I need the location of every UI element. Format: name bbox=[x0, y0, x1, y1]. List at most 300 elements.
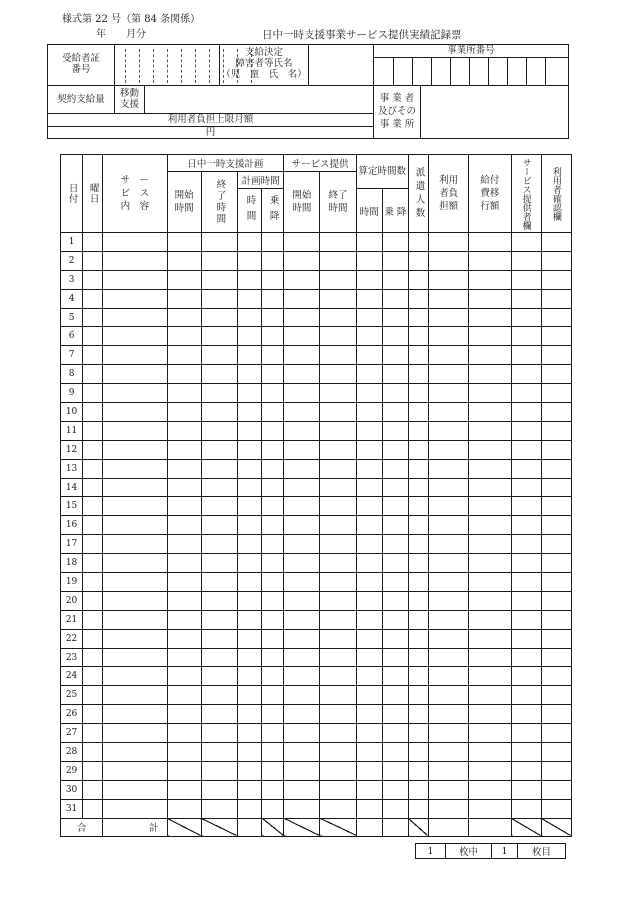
table-cell[interactable] bbox=[382, 403, 408, 422]
table-cell[interactable] bbox=[541, 724, 571, 743]
table-cell[interactable] bbox=[511, 289, 541, 308]
table-cell[interactable] bbox=[429, 554, 469, 573]
table-cell[interactable] bbox=[511, 270, 541, 289]
table-cell[interactable] bbox=[201, 591, 237, 610]
table-cell[interactable] bbox=[201, 421, 237, 440]
table-cell[interactable] bbox=[429, 516, 469, 535]
table-cell[interactable] bbox=[201, 554, 237, 573]
table-cell[interactable] bbox=[167, 233, 201, 252]
table-cell[interactable] bbox=[511, 610, 541, 629]
table-cell[interactable] bbox=[83, 384, 103, 403]
table-cell[interactable] bbox=[83, 308, 103, 327]
table-cell[interactable] bbox=[469, 251, 511, 270]
table-cell[interactable] bbox=[83, 629, 103, 648]
table-cell[interactable] bbox=[201, 478, 237, 497]
table-cell[interactable] bbox=[382, 535, 408, 554]
table-cell[interactable] bbox=[408, 573, 428, 592]
table-cell[interactable] bbox=[237, 629, 261, 648]
table-cell[interactable] bbox=[284, 384, 320, 403]
table-cell[interactable] bbox=[237, 459, 261, 478]
table-cell[interactable] bbox=[201, 743, 237, 762]
table-cell[interactable] bbox=[511, 591, 541, 610]
table-cell[interactable] bbox=[83, 686, 103, 705]
table-cell[interactable] bbox=[469, 705, 511, 724]
table-cell[interactable] bbox=[83, 724, 103, 743]
table-cell[interactable] bbox=[320, 629, 356, 648]
table-cell[interactable] bbox=[429, 743, 469, 762]
table-cell[interactable] bbox=[408, 270, 428, 289]
table-cell[interactable] bbox=[356, 686, 382, 705]
table-cell[interactable] bbox=[408, 308, 428, 327]
table-cell[interactable] bbox=[408, 289, 428, 308]
table-cell[interactable] bbox=[511, 705, 541, 724]
table-cell[interactable] bbox=[83, 233, 103, 252]
table-cell[interactable] bbox=[262, 535, 284, 554]
table-cell[interactable] bbox=[284, 478, 320, 497]
table-cell[interactable] bbox=[356, 535, 382, 554]
table-cell[interactable] bbox=[541, 403, 571, 422]
table-cell[interactable] bbox=[237, 270, 261, 289]
table-cell[interactable] bbox=[284, 440, 320, 459]
table-cell[interactable] bbox=[541, 780, 571, 799]
table-cell[interactable] bbox=[408, 799, 428, 818]
table-cell[interactable] bbox=[201, 705, 237, 724]
table-cell[interactable] bbox=[167, 516, 201, 535]
table-cell[interactable] bbox=[320, 610, 356, 629]
table-cell[interactable] bbox=[167, 251, 201, 270]
table-cell[interactable] bbox=[469, 591, 511, 610]
table-cell[interactable] bbox=[103, 761, 167, 780]
table-cell[interactable] bbox=[429, 629, 469, 648]
table-cell[interactable] bbox=[408, 667, 428, 686]
table-cell[interactable] bbox=[320, 327, 356, 346]
table-cell[interactable] bbox=[541, 270, 571, 289]
table-cell[interactable] bbox=[103, 516, 167, 535]
table-cell[interactable] bbox=[429, 648, 469, 667]
table-cell[interactable] bbox=[469, 686, 511, 705]
table-cell[interactable] bbox=[469, 440, 511, 459]
table-cell[interactable] bbox=[356, 761, 382, 780]
table-cell[interactable] bbox=[356, 308, 382, 327]
table-cell[interactable] bbox=[201, 610, 237, 629]
table-cell[interactable] bbox=[83, 289, 103, 308]
table-cell[interactable] bbox=[320, 667, 356, 686]
table-cell[interactable] bbox=[284, 780, 320, 799]
table-cell[interactable] bbox=[284, 308, 320, 327]
table-cell[interactable] bbox=[103, 554, 167, 573]
table-cell[interactable] bbox=[382, 799, 408, 818]
table-cell[interactable] bbox=[356, 780, 382, 799]
table-cell[interactable] bbox=[103, 780, 167, 799]
table-cell[interactable] bbox=[103, 591, 167, 610]
table-cell[interactable] bbox=[201, 724, 237, 743]
table-cell[interactable] bbox=[237, 403, 261, 422]
table-cell[interactable] bbox=[511, 780, 541, 799]
table-cell[interactable] bbox=[320, 308, 356, 327]
table-cell[interactable] bbox=[469, 573, 511, 592]
table-cell[interactable] bbox=[356, 384, 382, 403]
table-cell[interactable] bbox=[382, 610, 408, 629]
table-cell[interactable] bbox=[262, 384, 284, 403]
table-cell[interactable] bbox=[541, 535, 571, 554]
table-cell[interactable] bbox=[356, 799, 382, 818]
table-cell[interactable] bbox=[320, 554, 356, 573]
table-cell[interactable] bbox=[429, 535, 469, 554]
table-cell[interactable] bbox=[103, 440, 167, 459]
table-cell[interactable] bbox=[408, 384, 428, 403]
table-cell[interactable] bbox=[356, 327, 382, 346]
table-cell[interactable] bbox=[469, 308, 511, 327]
table-cell[interactable] bbox=[356, 667, 382, 686]
table-cell[interactable] bbox=[262, 554, 284, 573]
table-cell[interactable] bbox=[284, 554, 320, 573]
table-cell[interactable] bbox=[356, 629, 382, 648]
table-cell[interactable] bbox=[284, 516, 320, 535]
table-cell[interactable] bbox=[237, 289, 261, 308]
table-cell[interactable] bbox=[429, 686, 469, 705]
table-cell[interactable] bbox=[541, 365, 571, 384]
table-cell[interactable] bbox=[320, 648, 356, 667]
table-cell[interactable] bbox=[382, 705, 408, 724]
table-cell[interactable] bbox=[103, 308, 167, 327]
table-cell[interactable] bbox=[262, 705, 284, 724]
table-cell[interactable] bbox=[382, 365, 408, 384]
table-cell[interactable] bbox=[320, 459, 356, 478]
table-cell[interactable] bbox=[167, 497, 201, 516]
table-cell[interactable] bbox=[408, 705, 428, 724]
table-cell[interactable] bbox=[320, 384, 356, 403]
table-cell[interactable] bbox=[103, 478, 167, 497]
table-cell[interactable] bbox=[382, 478, 408, 497]
table-cell[interactable] bbox=[83, 440, 103, 459]
table-cell[interactable] bbox=[356, 346, 382, 365]
table-cell[interactable] bbox=[167, 780, 201, 799]
provider-field[interactable] bbox=[421, 86, 569, 139]
table-cell[interactable] bbox=[511, 459, 541, 478]
table-cell[interactable] bbox=[408, 591, 428, 610]
table-cell[interactable] bbox=[262, 591, 284, 610]
table-cell[interactable] bbox=[103, 327, 167, 346]
table-cell[interactable] bbox=[541, 648, 571, 667]
table-cell[interactable] bbox=[511, 365, 541, 384]
table-cell[interactable] bbox=[511, 308, 541, 327]
table-cell[interactable] bbox=[103, 459, 167, 478]
table-cell[interactable] bbox=[237, 233, 261, 252]
table-cell[interactable] bbox=[262, 780, 284, 799]
table-cell[interactable] bbox=[167, 365, 201, 384]
name-field[interactable] bbox=[309, 44, 373, 86]
table-cell[interactable] bbox=[356, 743, 382, 762]
table-cell[interactable] bbox=[284, 629, 320, 648]
table-cell[interactable] bbox=[103, 667, 167, 686]
table-cell[interactable] bbox=[356, 478, 382, 497]
table-cell[interactable] bbox=[469, 516, 511, 535]
table-cell[interactable] bbox=[320, 289, 356, 308]
table-cell[interactable] bbox=[83, 743, 103, 762]
table-cell[interactable] bbox=[408, 233, 428, 252]
table-cell[interactable] bbox=[511, 629, 541, 648]
table-cell[interactable] bbox=[167, 648, 201, 667]
table-cell[interactable] bbox=[429, 289, 469, 308]
table-cell[interactable] bbox=[103, 610, 167, 629]
table-cell[interactable] bbox=[284, 327, 320, 346]
office-number-field[interactable] bbox=[373, 58, 569, 86]
table-cell[interactable] bbox=[262, 648, 284, 667]
table-cell[interactable] bbox=[262, 289, 284, 308]
table-cell[interactable] bbox=[103, 535, 167, 554]
table-cell[interactable] bbox=[103, 289, 167, 308]
table-cell[interactable] bbox=[284, 761, 320, 780]
table-cell[interactable] bbox=[201, 440, 237, 459]
table-cell[interactable] bbox=[83, 251, 103, 270]
table-cell[interactable] bbox=[201, 251, 237, 270]
table-cell[interactable] bbox=[541, 346, 571, 365]
table-cell[interactable] bbox=[469, 365, 511, 384]
table-cell[interactable] bbox=[541, 629, 571, 648]
table-cell[interactable] bbox=[320, 270, 356, 289]
table-cell[interactable] bbox=[541, 554, 571, 573]
table-cell[interactable] bbox=[320, 478, 356, 497]
table-cell[interactable] bbox=[541, 327, 571, 346]
table-cell[interactable] bbox=[382, 761, 408, 780]
table-cell[interactable] bbox=[262, 459, 284, 478]
table-cell[interactable] bbox=[429, 573, 469, 592]
table-cell[interactable] bbox=[382, 327, 408, 346]
table-cell[interactable] bbox=[469, 799, 511, 818]
table-cell[interactable] bbox=[429, 705, 469, 724]
table-cell[interactable] bbox=[284, 403, 320, 422]
table-cell[interactable] bbox=[262, 403, 284, 422]
table-cell[interactable] bbox=[356, 233, 382, 252]
table-cell[interactable] bbox=[167, 667, 201, 686]
table-cell[interactable] bbox=[103, 233, 167, 252]
table-cell[interactable] bbox=[469, 478, 511, 497]
table-cell[interactable] bbox=[262, 251, 284, 270]
table-cell[interactable] bbox=[511, 421, 541, 440]
table-cell[interactable] bbox=[237, 478, 261, 497]
table-cell[interactable] bbox=[237, 516, 261, 535]
table-cell[interactable] bbox=[469, 648, 511, 667]
table-cell[interactable] bbox=[429, 346, 469, 365]
table-cell[interactable] bbox=[167, 610, 201, 629]
table-cell[interactable] bbox=[469, 743, 511, 762]
table-cell[interactable] bbox=[167, 686, 201, 705]
table-cell[interactable] bbox=[83, 516, 103, 535]
table-cell[interactable] bbox=[83, 478, 103, 497]
table-cell[interactable] bbox=[237, 384, 261, 403]
table-cell[interactable] bbox=[356, 289, 382, 308]
table-cell[interactable] bbox=[511, 743, 541, 762]
table-cell[interactable] bbox=[382, 780, 408, 799]
table-cell[interactable] bbox=[320, 686, 356, 705]
total-calc-hours[interactable] bbox=[356, 818, 382, 836]
table-cell[interactable] bbox=[167, 478, 201, 497]
table-cell[interactable] bbox=[284, 724, 320, 743]
table-cell[interactable] bbox=[284, 705, 320, 724]
table-cell[interactable] bbox=[511, 686, 541, 705]
table-cell[interactable] bbox=[469, 780, 511, 799]
table-cell[interactable] bbox=[83, 554, 103, 573]
table-cell[interactable] bbox=[320, 799, 356, 818]
table-cell[interactable] bbox=[284, 289, 320, 308]
table-cell[interactable] bbox=[382, 686, 408, 705]
table-cell[interactable] bbox=[320, 497, 356, 516]
table-cell[interactable] bbox=[541, 308, 571, 327]
table-cell[interactable] bbox=[511, 761, 541, 780]
table-cell[interactable] bbox=[382, 233, 408, 252]
table-cell[interactable] bbox=[201, 459, 237, 478]
table-cell[interactable] bbox=[408, 251, 428, 270]
table-cell[interactable] bbox=[167, 705, 201, 724]
table-cell[interactable] bbox=[408, 421, 428, 440]
table-cell[interactable] bbox=[262, 610, 284, 629]
table-cell[interactable] bbox=[167, 346, 201, 365]
table-cell[interactable] bbox=[284, 799, 320, 818]
table-cell[interactable] bbox=[382, 629, 408, 648]
table-cell[interactable] bbox=[284, 270, 320, 289]
table-cell[interactable] bbox=[320, 780, 356, 799]
table-cell[interactable] bbox=[382, 440, 408, 459]
table-cell[interactable] bbox=[201, 667, 237, 686]
table-cell[interactable] bbox=[83, 459, 103, 478]
table-cell[interactable] bbox=[83, 421, 103, 440]
table-cell[interactable] bbox=[511, 648, 541, 667]
table-cell[interactable] bbox=[541, 761, 571, 780]
table-cell[interactable] bbox=[382, 270, 408, 289]
table-cell[interactable] bbox=[201, 308, 237, 327]
table-cell[interactable] bbox=[201, 346, 237, 365]
table-cell[interactable] bbox=[262, 421, 284, 440]
limit-value-cell[interactable] bbox=[47, 127, 373, 139]
table-cell[interactable] bbox=[262, 270, 284, 289]
table-cell[interactable] bbox=[103, 346, 167, 365]
table-cell[interactable] bbox=[511, 799, 541, 818]
table-cell[interactable] bbox=[103, 573, 167, 592]
table-cell[interactable] bbox=[429, 591, 469, 610]
table-cell[interactable] bbox=[262, 497, 284, 516]
table-cell[interactable] bbox=[237, 440, 261, 459]
table-cell[interactable] bbox=[408, 648, 428, 667]
table-cell[interactable] bbox=[201, 780, 237, 799]
table-cell[interactable] bbox=[408, 365, 428, 384]
table-cell[interactable] bbox=[511, 327, 541, 346]
table-cell[interactable] bbox=[541, 591, 571, 610]
table-cell[interactable] bbox=[511, 233, 541, 252]
table-cell[interactable] bbox=[320, 403, 356, 422]
table-cell[interactable] bbox=[167, 327, 201, 346]
table-cell[interactable] bbox=[201, 327, 237, 346]
table-cell[interactable] bbox=[237, 573, 261, 592]
table-cell[interactable] bbox=[356, 459, 382, 478]
table-cell[interactable] bbox=[83, 648, 103, 667]
table-cell[interactable] bbox=[382, 554, 408, 573]
table-cell[interactable] bbox=[469, 724, 511, 743]
table-cell[interactable] bbox=[429, 459, 469, 478]
table-cell[interactable] bbox=[429, 610, 469, 629]
table-cell[interactable] bbox=[237, 497, 261, 516]
table-cell[interactable] bbox=[284, 648, 320, 667]
table-cell[interactable] bbox=[429, 497, 469, 516]
table-cell[interactable] bbox=[408, 554, 428, 573]
table-cell[interactable] bbox=[541, 686, 571, 705]
table-cell[interactable] bbox=[262, 724, 284, 743]
table-cell[interactable] bbox=[83, 535, 103, 554]
table-cell[interactable] bbox=[382, 648, 408, 667]
table-cell[interactable] bbox=[201, 629, 237, 648]
table-cell[interactable] bbox=[201, 573, 237, 592]
table-cell[interactable] bbox=[103, 629, 167, 648]
table-cell[interactable] bbox=[511, 667, 541, 686]
table-cell[interactable] bbox=[541, 743, 571, 762]
table-cell[interactable] bbox=[408, 327, 428, 346]
table-cell[interactable] bbox=[408, 403, 428, 422]
total-burden[interactable] bbox=[429, 818, 469, 836]
table-cell[interactable] bbox=[237, 365, 261, 384]
table-cell[interactable] bbox=[429, 799, 469, 818]
table-cell[interactable] bbox=[83, 403, 103, 422]
table-cell[interactable] bbox=[429, 780, 469, 799]
table-cell[interactable] bbox=[103, 403, 167, 422]
table-cell[interactable] bbox=[201, 233, 237, 252]
table-cell[interactable] bbox=[103, 421, 167, 440]
table-cell[interactable] bbox=[320, 705, 356, 724]
table-cell[interactable] bbox=[382, 308, 408, 327]
table-cell[interactable] bbox=[408, 478, 428, 497]
table-cell[interactable] bbox=[284, 421, 320, 440]
table-cell[interactable] bbox=[541, 497, 571, 516]
table-cell[interactable] bbox=[382, 346, 408, 365]
table-cell[interactable] bbox=[469, 327, 511, 346]
table-cell[interactable] bbox=[511, 346, 541, 365]
table-cell[interactable] bbox=[83, 591, 103, 610]
table-cell[interactable] bbox=[201, 516, 237, 535]
table-cell[interactable] bbox=[541, 421, 571, 440]
table-cell[interactable] bbox=[167, 535, 201, 554]
table-cell[interactable] bbox=[284, 365, 320, 384]
table-cell[interactable] bbox=[262, 308, 284, 327]
table-cell[interactable] bbox=[237, 648, 261, 667]
table-cell[interactable] bbox=[237, 251, 261, 270]
table-cell[interactable] bbox=[201, 535, 237, 554]
table-cell[interactable] bbox=[382, 516, 408, 535]
table-cell[interactable] bbox=[262, 743, 284, 762]
table-cell[interactable] bbox=[237, 705, 261, 724]
table-cell[interactable] bbox=[237, 308, 261, 327]
table-cell[interactable] bbox=[320, 421, 356, 440]
total-calc-ride[interactable] bbox=[382, 818, 408, 836]
table-cell[interactable] bbox=[469, 421, 511, 440]
table-cell[interactable] bbox=[356, 516, 382, 535]
table-cell[interactable] bbox=[103, 648, 167, 667]
table-cell[interactable] bbox=[262, 799, 284, 818]
table-cell[interactable] bbox=[382, 591, 408, 610]
table-cell[interactable] bbox=[103, 365, 167, 384]
table-cell[interactable] bbox=[429, 251, 469, 270]
table-cell[interactable] bbox=[356, 705, 382, 724]
table-cell[interactable] bbox=[541, 289, 571, 308]
table-cell[interactable] bbox=[511, 573, 541, 592]
table-cell[interactable] bbox=[511, 535, 541, 554]
table-cell[interactable] bbox=[541, 478, 571, 497]
table-cell[interactable] bbox=[83, 799, 103, 818]
table-cell[interactable] bbox=[284, 610, 320, 629]
table-cell[interactable] bbox=[83, 780, 103, 799]
page-total[interactable]: 1 bbox=[492, 844, 518, 859]
table-cell[interactable] bbox=[356, 403, 382, 422]
table-cell[interactable] bbox=[167, 421, 201, 440]
table-cell[interactable] bbox=[262, 365, 284, 384]
table-cell[interactable] bbox=[103, 384, 167, 403]
